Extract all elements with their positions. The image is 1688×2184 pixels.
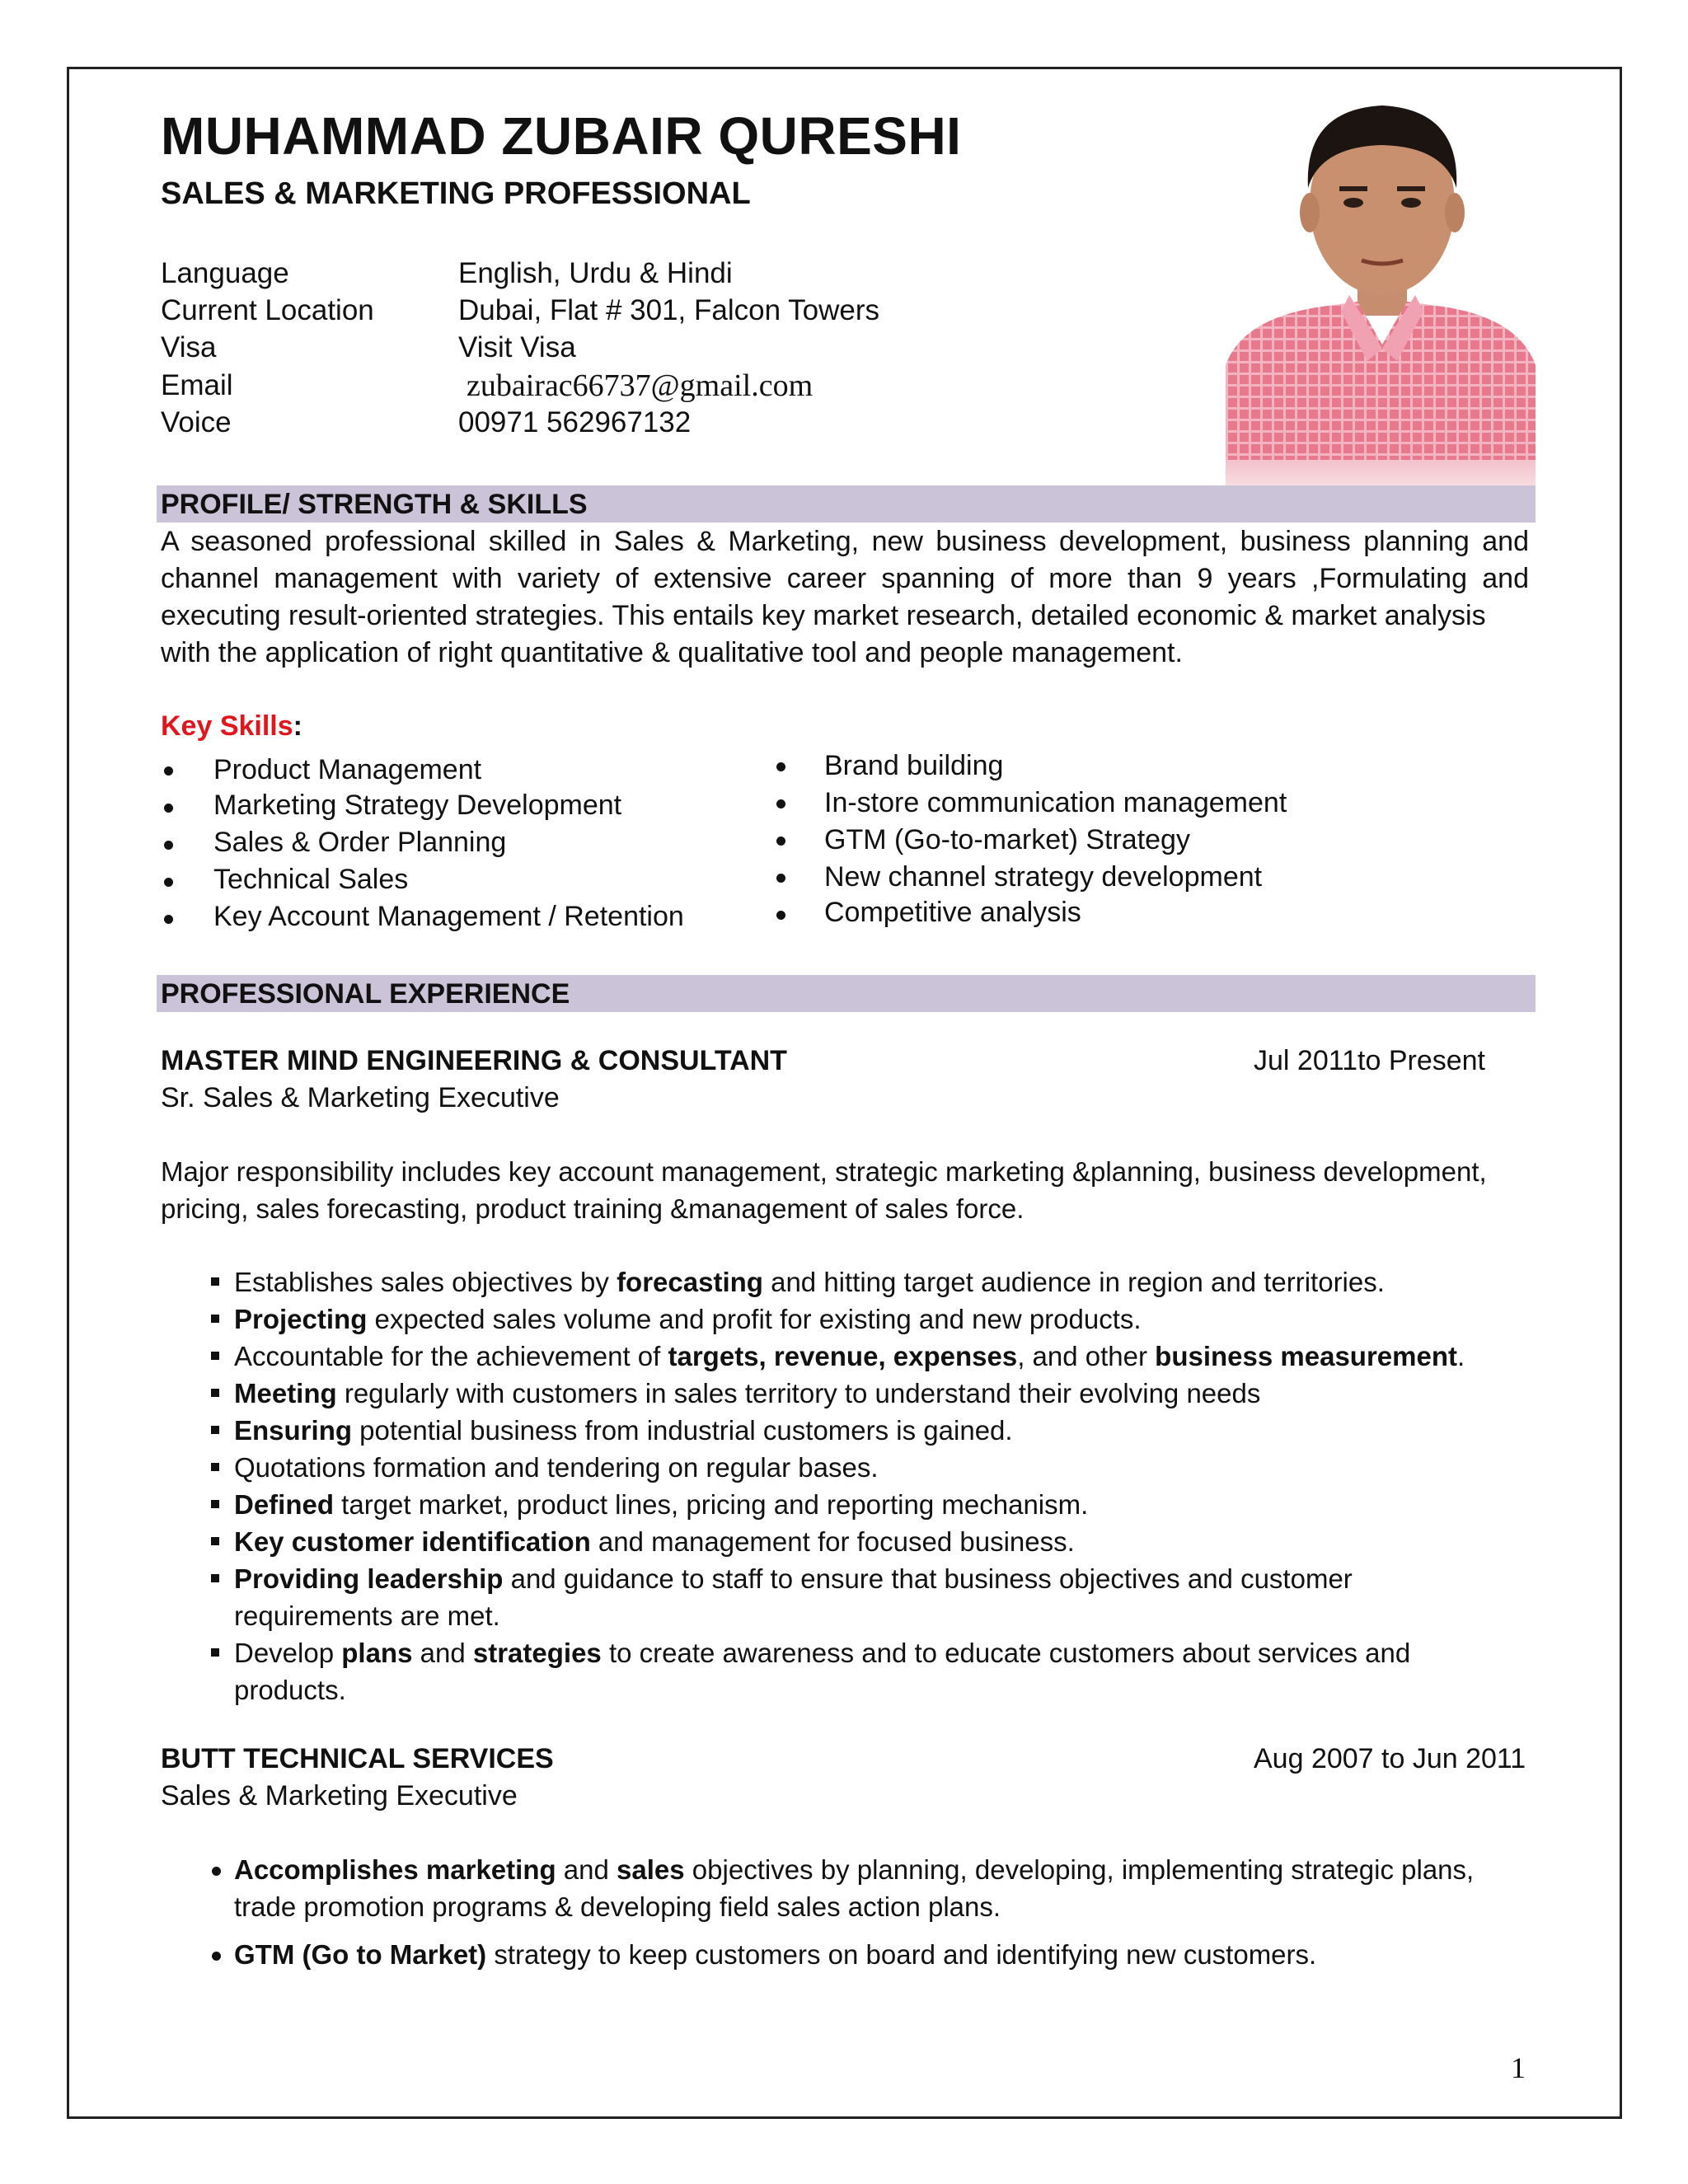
bullet-dot-icon bbox=[776, 799, 785, 808]
job-dates: Aug 2007 to Jun 2011 bbox=[1254, 1743, 1526, 1774]
profile-section-title: PROFILE/ STRENGTH & SKILLS bbox=[161, 489, 588, 520]
bullet-square-icon bbox=[211, 1315, 219, 1323]
profile-text: A seasoned professional skilled in Sales & Marketing, new business development, business planning and channel management with variety of extensive career spanning of more than 9 years ,Formulating and executing result-oriented strategies. This entails key market research, detailed economic & market analysis bbox=[161, 526, 1529, 631]
bullet-dot-icon bbox=[776, 911, 785, 920]
company-name: BUTT TECHNICAL SERVICES bbox=[161, 1743, 554, 1774]
job-role: Sr. Sales & Marketing Executive bbox=[161, 1082, 560, 1113]
profile-paragraph bbox=[161, 523, 1529, 672]
responsibility-item: Defined target market, product lines, pricing and reporting mechanism. bbox=[234, 1489, 1089, 1520]
bullet-dot-icon bbox=[164, 878, 173, 887]
experience-section-header bbox=[157, 975, 1536, 1012]
bullet-square-icon bbox=[211, 1574, 219, 1582]
profile-section-header bbox=[157, 485, 1536, 523]
responsibility-item: Accomplishes marketing and sales objectives by planning, developing, implementing strategic plans, bbox=[234, 1854, 1475, 1885]
responsibility-item: Meeting regularly with customers in sales territory to understand their evolving needs bbox=[234, 1378, 1261, 1408]
skill-item: Marketing Strategy Development bbox=[213, 790, 622, 821]
key-skills-label: Key Skills bbox=[161, 710, 293, 742]
bullet-dot-icon bbox=[776, 837, 785, 846]
skill-item: Technical Sales bbox=[213, 864, 409, 895]
candidate-title: SALES & MARKETING PROFESSIONAL bbox=[161, 176, 751, 211]
contact-label-location: Current Location bbox=[161, 294, 374, 326]
bullet-dot-icon bbox=[164, 841, 173, 850]
responsibility-item: Key customer identification and management for focused business. bbox=[234, 1526, 1075, 1557]
bullet-dot-icon bbox=[164, 804, 173, 813]
contact-value-email: zubairac66737@gmail.com bbox=[467, 368, 814, 403]
bullet-dot-icon bbox=[212, 1867, 221, 1876]
bullet-square-icon bbox=[211, 1426, 219, 1434]
responsibility-continuation: requirements are met. bbox=[234, 1601, 500, 1631]
bullet-dot-icon bbox=[212, 1952, 221, 1961]
bullet-square-icon bbox=[211, 1500, 219, 1508]
bullet-square-icon bbox=[211, 1537, 219, 1545]
key-skills-colon: : bbox=[293, 710, 302, 742]
skill-item: Competitive analysis bbox=[824, 897, 1081, 928]
bullet-dot-icon bbox=[776, 762, 785, 771]
page-number: 1 bbox=[1511, 2051, 1526, 2084]
responsibility-item: Accountable for the achievement of targets, revenue, expenses, and other business measurement. bbox=[234, 1341, 1465, 1371]
skill-item: Sales & Order Planning bbox=[213, 827, 507, 858]
key-skills-heading bbox=[161, 710, 302, 743]
contact-value-voice: 00971 562967132 bbox=[458, 406, 692, 438]
bullet-square-icon bbox=[211, 1389, 219, 1397]
contact-value-location: Dubai, Flat # 301, Falcon Towers bbox=[458, 294, 880, 326]
profile-text-last-line: with the application of right quantitative & qualitative tool and people management. bbox=[161, 637, 1183, 668]
responsibility-continuation: products. bbox=[234, 1675, 346, 1705]
skill-item: Product Management bbox=[213, 754, 482, 785]
skill-item: Brand building bbox=[824, 750, 1004, 781]
skill-item: In-store communication management bbox=[824, 787, 1287, 818]
contact-label-language: Language bbox=[161, 257, 289, 289]
experience-section-title: PROFESSIONAL EXPERIENCE bbox=[161, 978, 570, 1010]
job-dates: Jul 2011to Present bbox=[1254, 1045, 1485, 1076]
responsibility-item: Providing leadership and guidance to staff to ensure that business objectives and customer bbox=[234, 1563, 1353, 1594]
responsibility-item: Ensuring potential business from industrial customers is gained. bbox=[234, 1415, 1013, 1446]
skill-item: Key Account Management / Retention bbox=[213, 901, 684, 932]
company-name: MASTER MIND ENGINEERING & CONSULTANT bbox=[161, 1045, 787, 1076]
responsibility-item: Develop plans and strategies to create awareness and to educate customers about services and bbox=[234, 1638, 1411, 1668]
skill-item: New channel strategy development bbox=[824, 861, 1263, 893]
responsibility-continuation: trade promotion programs & developing field sales action plans. bbox=[234, 1891, 1001, 1922]
contact-label-email: Email bbox=[161, 369, 233, 401]
bullet-dot-icon bbox=[776, 874, 785, 883]
profile-photo bbox=[1226, 73, 1536, 522]
responsibility-item: GTM (Go to Market) strategy to keep customers on board and identifying new customers. bbox=[234, 1939, 1317, 1970]
bullet-square-icon bbox=[211, 1648, 219, 1657]
contact-label-voice: Voice bbox=[161, 406, 232, 438]
skill-item: GTM (Go-to-market) Strategy bbox=[824, 824, 1190, 855]
job-role: Sales & Marketing Executive bbox=[161, 1780, 518, 1811]
bullet-square-icon bbox=[211, 1352, 219, 1360]
bullet-dot-icon bbox=[164, 915, 173, 924]
contact-value-language: English, Urdu & Hindi bbox=[458, 257, 733, 289]
responsibility-item: Projecting expected sales volume and profit for existing and new products. bbox=[234, 1304, 1142, 1334]
job-summary-line: Major responsibility includes key account management, strategic marketing &planning, business development, bbox=[161, 1156, 1487, 1187]
job-summary-line: pricing, sales forecasting, product training &management of sales force. bbox=[161, 1193, 1025, 1224]
responsibility-item: Quotations formation and tendering on regular bases. bbox=[234, 1452, 879, 1483]
bullet-square-icon bbox=[211, 1277, 219, 1286]
candidate-name: MUHAMMAD ZUBAIR QURESHI bbox=[161, 106, 962, 166]
contact-label-visa: Visa bbox=[161, 331, 217, 363]
bullet-square-icon bbox=[211, 1463, 219, 1471]
contact-value-visa: Visit Visa bbox=[458, 331, 576, 363]
responsibility-item: Establishes sales objectives by forecasting and hitting target audience in region and territories. bbox=[234, 1267, 1385, 1297]
bullet-dot-icon bbox=[164, 766, 173, 776]
